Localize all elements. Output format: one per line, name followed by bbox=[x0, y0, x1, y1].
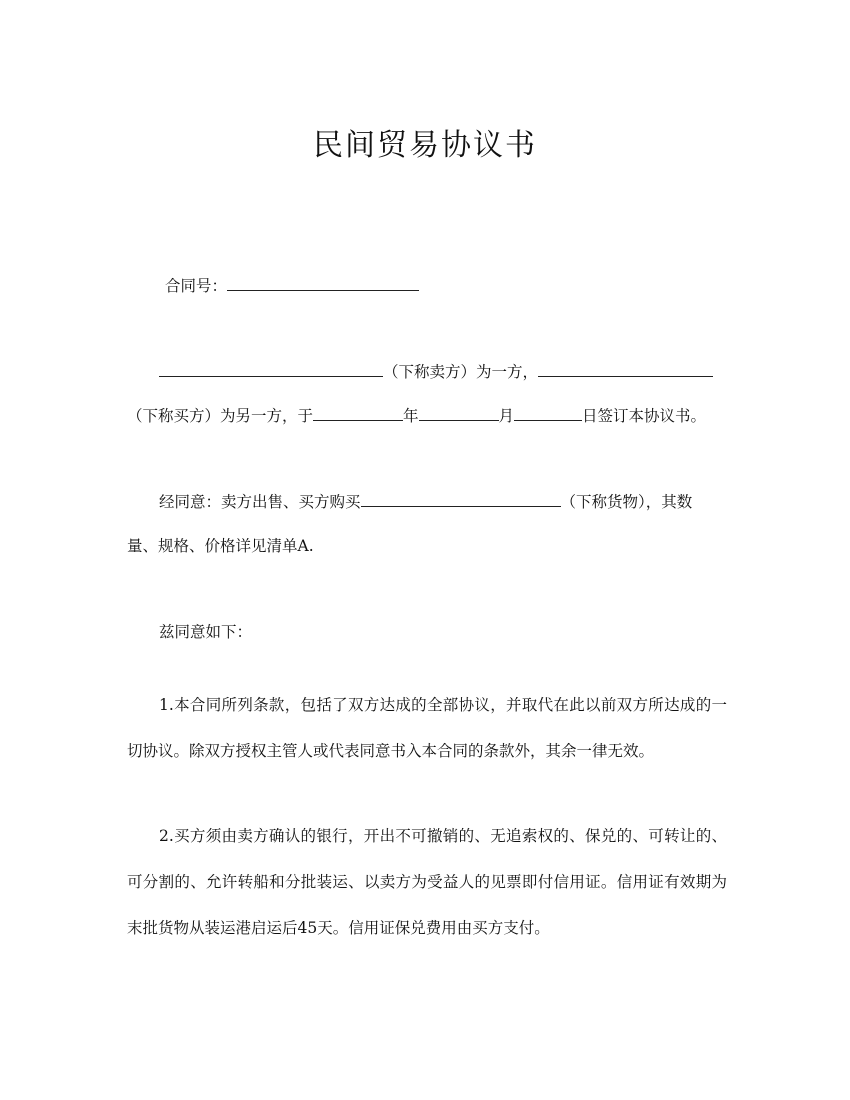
agreement-line-2-text: 量、规格、价格详见清单A. bbox=[127, 537, 314, 555]
contract-number-label: 合同号： bbox=[165, 277, 228, 295]
agreement-line-2 bbox=[127, 535, 314, 557]
clause-2: 2.买方须由卖方确认的银行，开出不可撤销的、无追索权的、保兑的、可转让的、可分割的、允许转船和分批装运、以卖方为受益人的见票即付信用证。信用证有效期为末批货物从装运港启运后45天。信用证保兑费用由买方支付。 bbox=[127, 827, 727, 937]
buyer-name-blank bbox=[538, 360, 713, 377]
contract-number-blank bbox=[227, 274, 419, 291]
contract-number-line bbox=[165, 274, 419, 297]
hereby-text: 兹同意如下： bbox=[159, 623, 253, 641]
agreement-line-1 bbox=[159, 490, 692, 513]
parties-line-2 bbox=[127, 404, 706, 427]
parties-line-1 bbox=[159, 360, 713, 383]
seller-suffix: （下称卖方）为一方， bbox=[383, 363, 539, 381]
clause-1: 1.本合同所列条款，包括了双方达成的全部协议，并取代在此以前双方所达成的一切协议。除双方授权主管人或代表同意书入本合同的条款外，其余一律无效。 bbox=[127, 696, 727, 760]
month-label: 月 bbox=[498, 407, 515, 425]
day-blank bbox=[514, 404, 582, 421]
year-label: 年 bbox=[403, 407, 419, 425]
hereby-line bbox=[159, 621, 252, 643]
day-suffix: 日签订本协议书。 bbox=[582, 407, 707, 425]
buyer-suffix: （下称买方）为另一方，于 bbox=[127, 407, 314, 425]
document-title: 民间贸易协议书 bbox=[313, 128, 537, 164]
year-blank bbox=[313, 404, 403, 421]
month-blank bbox=[419, 404, 499, 421]
goods-blank bbox=[361, 490, 561, 507]
agreement-suffix: （下称货物），其数 bbox=[560, 493, 693, 511]
agreement-prefix: 经同意：卖方出售、买方购买 bbox=[159, 493, 361, 511]
seller-name-blank bbox=[159, 360, 383, 377]
